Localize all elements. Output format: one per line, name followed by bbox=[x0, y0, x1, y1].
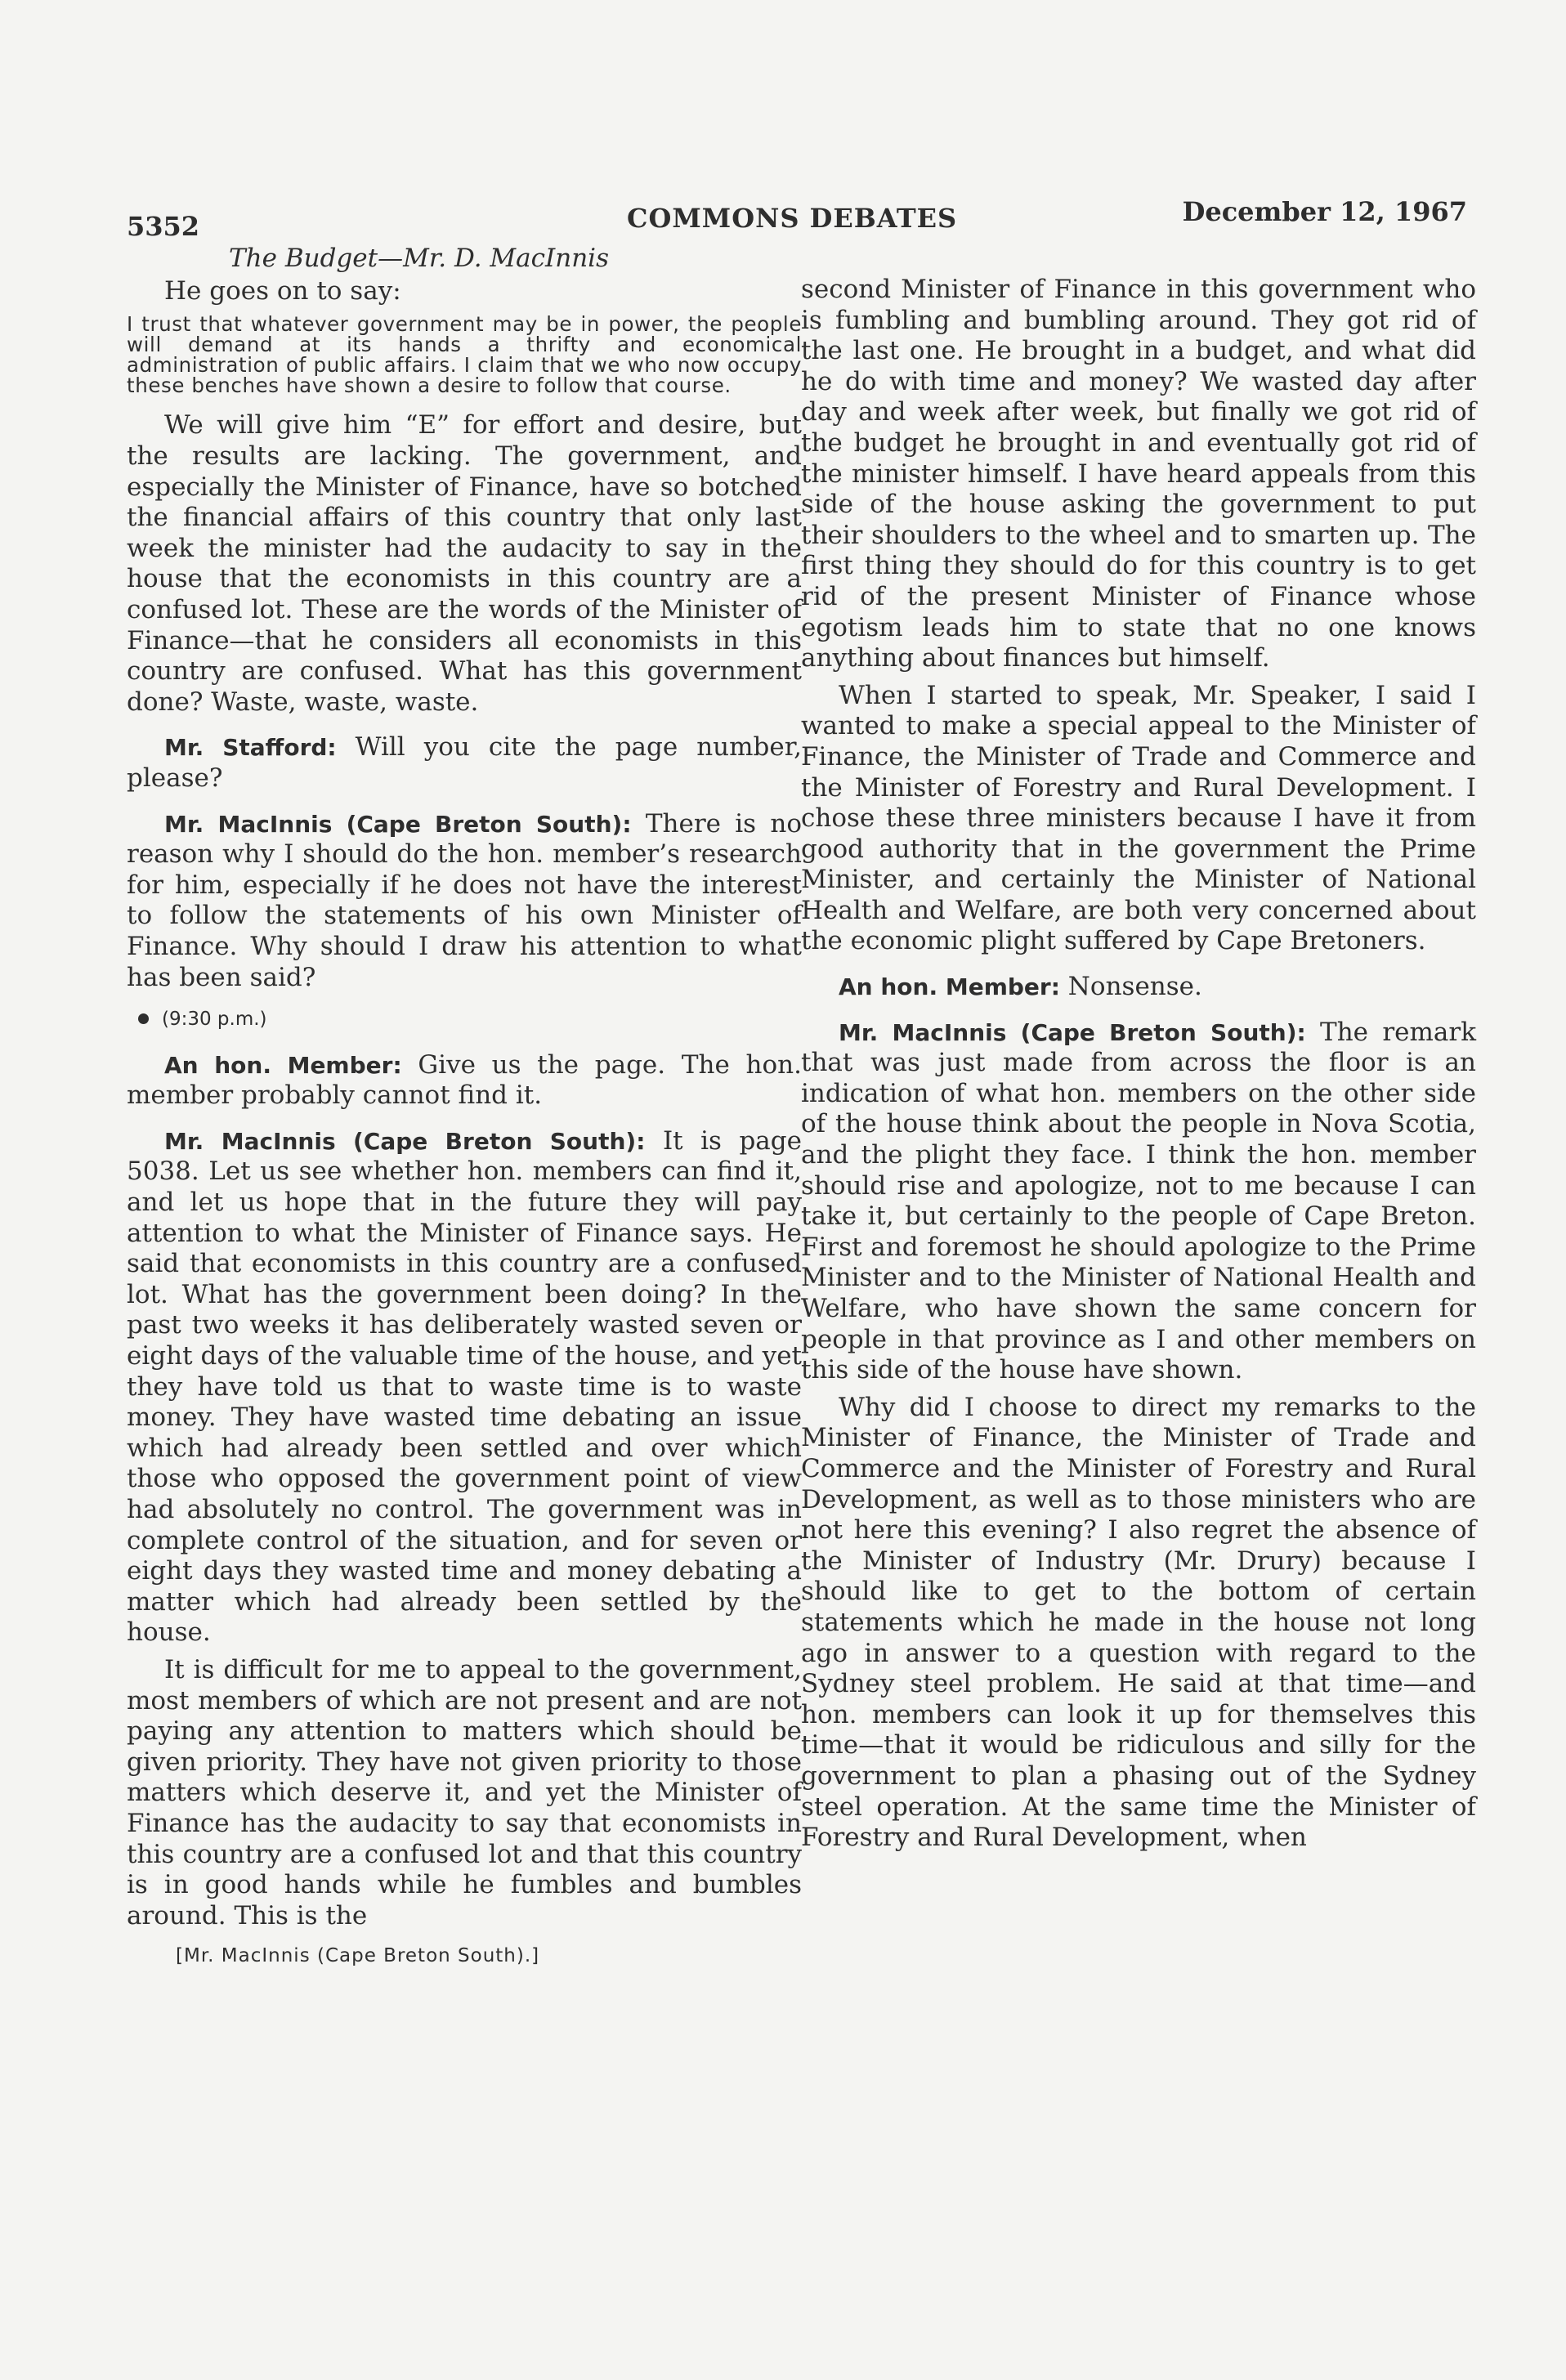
journal-title: COMMONS DEBATES bbox=[627, 203, 958, 234]
paragraph: It is difficult for me to appeal to the government, most members of which are not present and are not paying any attention to matters which should be given priority. They have not given priority to those matters which deserve it, and yet the Minister of Finance has the audacity to say that economists in this country are a confused lot and that this country is in good hands while he fumbles and bumbles around. This is the bbox=[127, 1654, 802, 1930]
speaker-name: Mr. MacInnis (Cape Breton South): bbox=[839, 1018, 1306, 1046]
page-number: 5352 bbox=[127, 211, 200, 242]
speaker-name: Mr. Stafford: bbox=[164, 734, 337, 762]
page-header bbox=[127, 196, 1467, 242]
speech-text: Nonsense. bbox=[1067, 972, 1202, 1002]
paragraph: second Minister of Finance in this government who is fumbling and bumbling around. They got rid of the last one. He brought in a budget, and what did he do with time and money? We wasted day after day and week after week, but finally we got rid of the budget he brought in and eventually got rid of the minister himself. I have heard appeals from this side of the house asking the government to put their shoulders to the wheel and to smarten up. The first thing they should do for this country is to get rid of the present Minister of Finance whose egotism leads him to state that no one knows anything about finances but himself. bbox=[801, 275, 1476, 673]
header-date: December 12, 1967 bbox=[1182, 196, 1467, 227]
timestamp-text: (9:30 p.m.) bbox=[162, 1009, 267, 1031]
speech-text: It is page 5038. Let us see whether hon. members can find it, and let us hope that in the future they will pay attention to what the Minister of Finance says. He said that economists in this country are a confused lot. What has the government been doing? In the past two weeks it has deliberately wasted seven or eight days of the valuable time of the house, and yet they have told us that to waste time is to waste money. They have wasted time debating an issue which had already been settled and over which those who opposed the government point of view had absolutely no control. The government was in complete control of the situation, and for seven or eight days they wasted time and money debating a matter which had already been settled by the house. bbox=[127, 1125, 802, 1648]
speaker-attribution-footer: [Mr. MacInnis (Cape Breton South).] bbox=[176, 1945, 540, 1967]
intro-line: He goes on to say: bbox=[164, 276, 401, 306]
block-quote: I trust that whatever government may be in power, the people will demand at its hands a thrifty and economical administration of public affairs. I claim that we who now occupy these benches have shown a desire to follow that course. bbox=[127, 311, 802, 398]
speech bbox=[127, 732, 802, 794]
speaker-name: Mr. MacInnis (Cape Breton South): bbox=[164, 810, 632, 838]
speaker-name: An hon. Member: bbox=[164, 1051, 402, 1079]
speech bbox=[801, 972, 1476, 1003]
speaker-name: An hon. Member: bbox=[839, 973, 1060, 1001]
speech bbox=[127, 1126, 802, 1649]
paragraph: We will give him “E” for effort and desire, but the results are lacking. The government, and especially the Minister of Finance, have so botched the financial affairs of this country that only last week the minister had the audacity to say in the house that the economists in this country are a confused lot. These are the words of the Minister of Finance—that he considers all economists in this country are confused. What has this government done? Waste, waste, waste. bbox=[127, 410, 802, 717]
timestamp bbox=[127, 1004, 802, 1036]
right-column bbox=[801, 275, 1476, 1854]
running-head: The Budget—Mr. D. MacInnis bbox=[229, 244, 609, 273]
speech-text: The remark that was just made from across the floor is an indication of what hon. members on the other side of the house think about the people in Nova Scotia, and the plight they face. I think the hon. member should rise and apologize, not to me because I can take it, but certainly to the people of Cape Breton. First and foremost he should apologize to the Prime Minister and to the Minister of National Health and Welfare, who have shown the same concern for people in that province as I and other members on this side of the house have shown. bbox=[801, 1017, 1476, 1385]
paragraph: When I started to speak, Mr. Speaker, I said I wanted to make a special appeal to the Minister of Finance, the Minister of Trade and Commerce and the Minister of Forestry and Rural Development. I chose these three ministers because I have it from good authority that in the government the Prime Minister, and certainly the Minister of National Health and Welfare, are both very concerned about the economic plight suffered by Cape Bretoners. bbox=[801, 680, 1476, 956]
speech-text: Will you cite the page number, please? bbox=[127, 732, 802, 793]
left-column bbox=[127, 276, 802, 1972]
speech-text: There is no reason why I should do the hon. member’s research for him, especially if he does not have the interest to follow the statements of his own Minister of Finance. Why should I draw his attention to what has been said? bbox=[127, 808, 802, 992]
speech bbox=[127, 809, 802, 994]
speech-text: Give us the page. The hon. member probably cannot find it. bbox=[127, 1049, 802, 1111]
paragraph: Why did I choose to direct my remarks to the Minister of Finance, the Minister of Trade and Commerce and the Minister of Forestry and Rural Development, as well as to those ministers who are not here this evening? I also regret the absence of the Minister of Industry (Mr. Drury) because I should like to get to the bottom of certain statements which he made in the house not long ago in answer to a question with regard to the Sydney steel problem. He said at that time—and hon. members can look it up for themselves this time—that it would be ridiculous and silly for the government to plan a phasing out of the Sydney steel operation. At the same time the Minister of Forestry and Rural Development, when bbox=[801, 1392, 1476, 1853]
speech bbox=[801, 1018, 1476, 1386]
speaker-name: Mr. MacInnis (Cape Breton South): bbox=[164, 1127, 646, 1155]
speech bbox=[127, 1050, 802, 1112]
bullet-icon bbox=[138, 1013, 149, 1024]
